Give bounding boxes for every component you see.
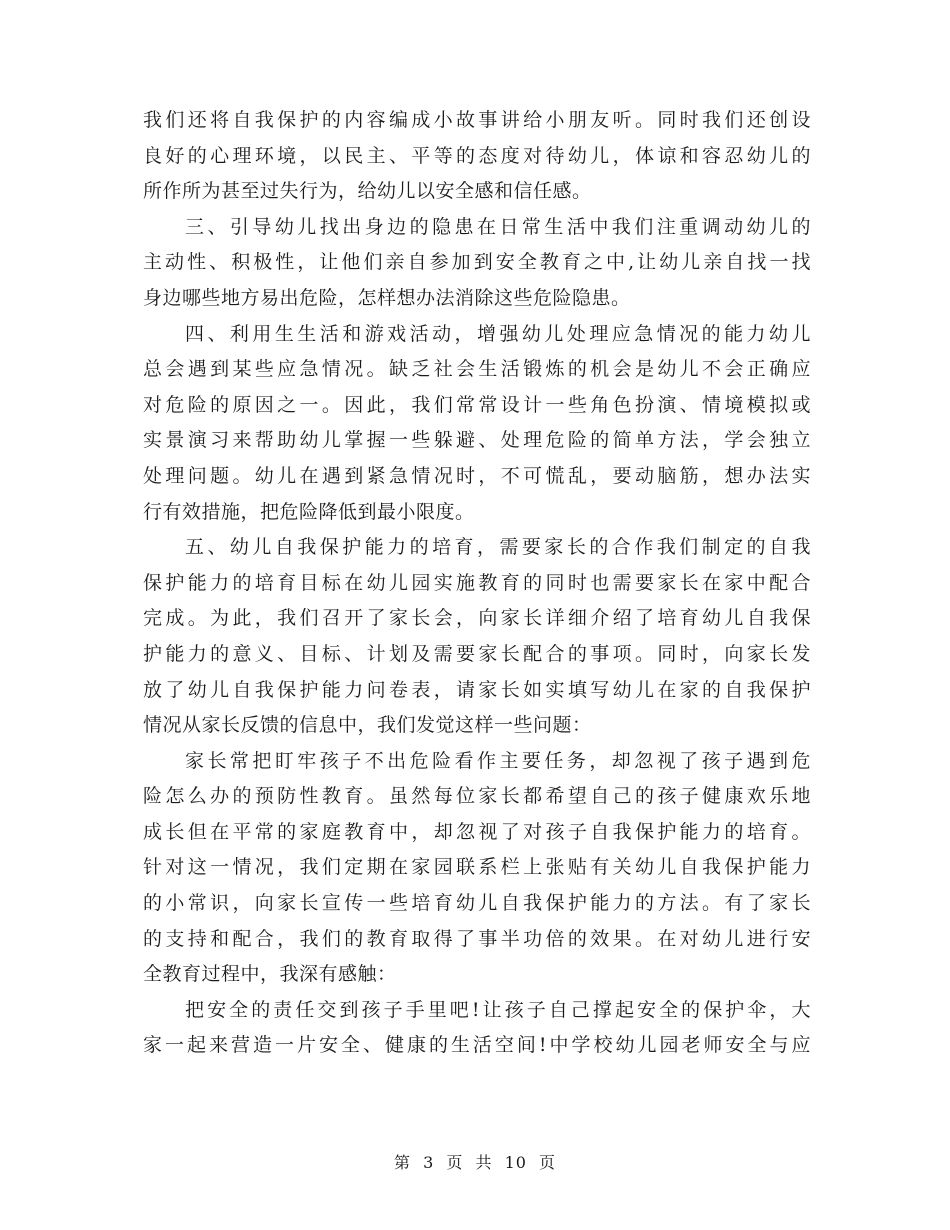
text-line: 的支持和配合，我们的教育取得了事半功倍的效果。在对幼儿进行安 bbox=[143, 927, 811, 950]
text-line: 把安全的责任交到孩子手里吧!让孩子自己撑起安全的保护伞，大 bbox=[185, 998, 811, 1021]
current-page-number: 3 bbox=[423, 1153, 435, 1172]
page-footer bbox=[0, 1152, 950, 1174]
text-line: 家一起来营造一片安全、健康的生活空间!中学校幼儿园老师安全与应 bbox=[143, 1034, 811, 1057]
footer-di: 第 bbox=[393, 1153, 411, 1172]
total-page-count: 10 bbox=[504, 1153, 527, 1172]
text-line: 针对这一情况，我们定期在家园联系栏上张贴有关幼儿自我保护能力 bbox=[143, 856, 811, 879]
text-line: 我们还将自我保护的内容编成小故事讲给小朋友听。同时我们还创设 bbox=[143, 109, 811, 131]
text-line: 情况从家长反馈的信息中，我们发觉这样一些问题： bbox=[143, 714, 592, 737]
text-line: 护能力的意义、目标、计划及需要家长配合的事项。同时，向家长发 bbox=[143, 642, 811, 665]
text-line: 保护能力的培育目标在幼儿园实施教育的同时也需要家长在家中配合 bbox=[143, 571, 811, 594]
text-line: 行有效措施，把危险降低到最小限度。 bbox=[143, 500, 475, 523]
footer-ye-end: 页 bbox=[539, 1153, 557, 1172]
text-line: 主动性、积极性，让他们亲自参加到安全教育之中,让幼儿亲自找一找 bbox=[143, 251, 811, 274]
text-line: 放了幼儿自我保护能力问卷表，请家长如实填写幼儿在家的自我保护 bbox=[143, 678, 811, 701]
document-body bbox=[143, 103, 811, 1064]
text-line: 四、利用生生活和游戏活动，增强幼儿处理应急情况的能力幼儿 bbox=[185, 322, 811, 345]
text-line: 对危险的原因之一。因此，我们常常设计一些角色扮演、情境模拟或 bbox=[143, 393, 811, 416]
text-line: 处理问题。幼儿在遇到紧急情况时，不可慌乱，要动脑筋，想办法实 bbox=[143, 464, 811, 487]
text-line: 成长但在平常的家庭教育中，却忽视了对孩子自我保护能力的培育。 bbox=[143, 820, 811, 843]
text-line: 实景演习来帮助幼儿掌握一些躲避、处理危险的简单方法，学会独立 bbox=[143, 429, 811, 452]
footer-gong: 共 bbox=[475, 1153, 493, 1172]
text-line: 全教育过程中，我深有感触： bbox=[143, 963, 397, 986]
text-line: 三、引导幼儿找出身边的隐患在日常生活中我们注重调动幼儿的 bbox=[185, 215, 811, 238]
text-line: 总会遇到某些应急情况。缺乏社会生活锻炼的机会是幼儿不会正确应 bbox=[143, 358, 811, 381]
text-line: 所作所为甚至过失行为，给幼儿以安全感和信任感。 bbox=[143, 180, 592, 203]
text-line: 良好的心理环境，以民主、平等的态度对待幼儿，体谅和容忍幼儿的 bbox=[143, 144, 811, 167]
text-line: 完成。为此，我们召开了家长会，向家长详细介绍了培育幼儿自我保 bbox=[143, 607, 811, 630]
text-line: 的小常识，向家长宣传一些培育幼儿自我保护能力的方法。有了家长 bbox=[143, 892, 811, 915]
text-line: 身边哪些地方易出危险，怎样想办法消除这些危险隐患。 bbox=[143, 286, 631, 309]
text-line: 五、幼儿自我保护能力的培育，需要家长的合作我们制定的自我 bbox=[185, 536, 811, 559]
text-line: 家长常把盯牢孩子不出危险看作主要任务，却忽视了孩子遇到危 bbox=[185, 749, 811, 772]
text-line: 险怎么办的预防性教育。虽然每位家长都希望自己的孩子健康欢乐地 bbox=[143, 785, 811, 808]
footer-ye: 页 bbox=[446, 1153, 464, 1172]
